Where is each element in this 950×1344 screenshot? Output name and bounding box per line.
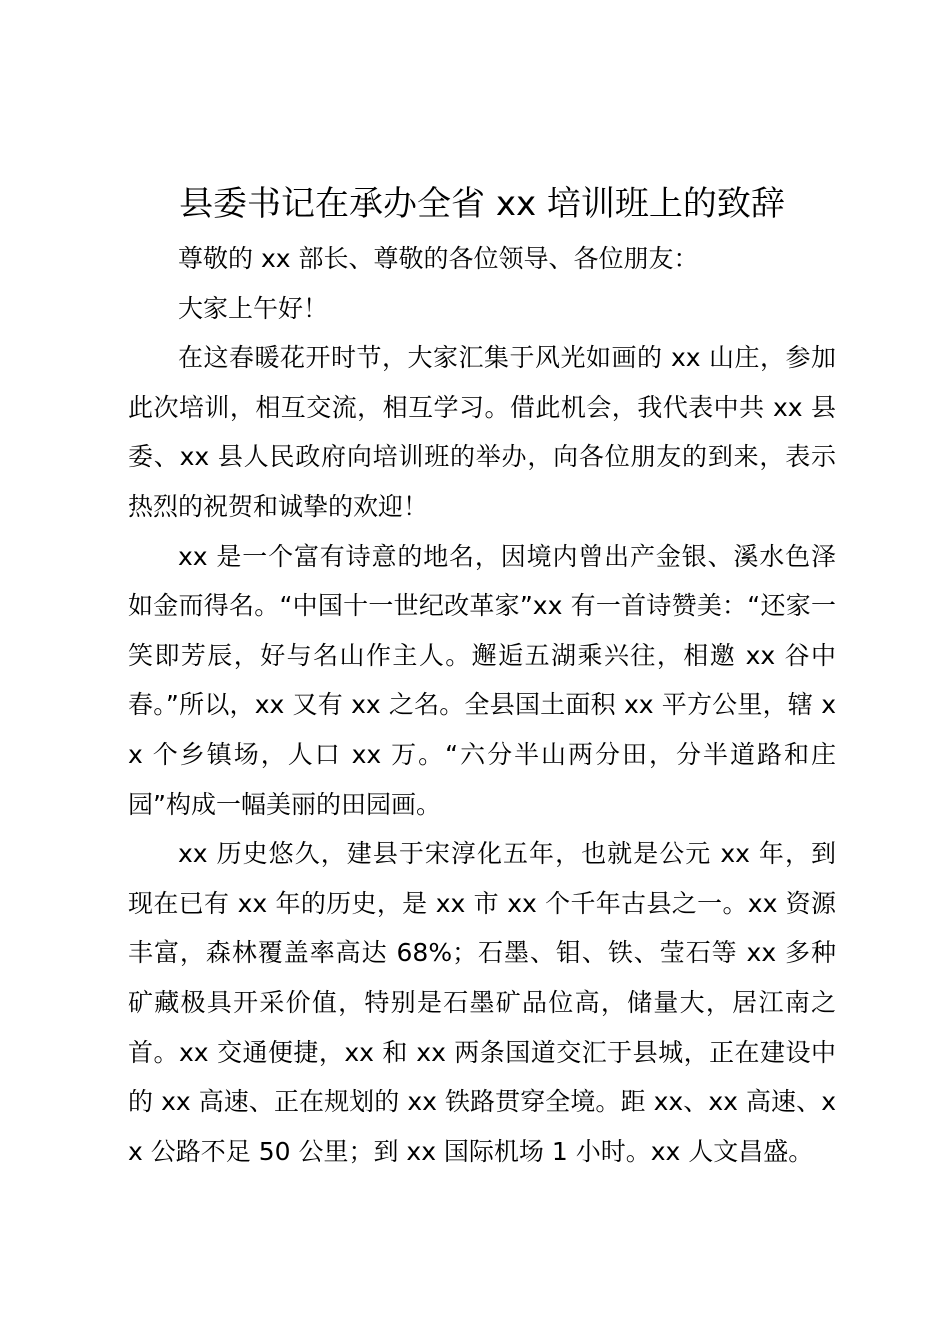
welcome-paragraph: 在这春暖花开时节，大家汇集于风光如画的 xx 山庄，参加此次培训，相互交流，相互学习。借此机会，我代表中共 xx 县委、xx 县人民政府向培训班的举办，向各位朋友的到来，表示热烈的祝贺和诚挚的欢迎！ <box>128 343 836 521</box>
document-title: 县委书记在承办全省 xx 培训班上的致辞 <box>179 184 785 224</box>
greeting-paragraph: 大家上午好！ <box>178 293 329 323</box>
document-page <box>128 178 836 1176</box>
place-name-paragraph: xx 是一个富有诗意的地名，因境内曾出产金银、溪水色泽如金而得名。“中国十一世纪改革家”xx 有一首诗赞美：“还家一笑即芳辰，好与名山作主人。邂逅五湖乘兴往，相邀 xx 谷中春。”所以，xx 又有 xx 之名。全县国土面积 xx 平方公里，辖 xx 个乡镇场，人口 xx 万。“六分半山两分田，分半道路和庄园”构成一幅美丽的田园画。 <box>128 541 836 819</box>
salutation-paragraph: 尊敬的 xx 部长、尊敬的各位领导、各位朋友： <box>178 244 699 273</box>
history-paragraph: xx 历史悠久，建县于宋淳化五年，也就是公元 xx 年，到现在已有 xx 年的历史，是 xx 市 xx 个千年古县之一。xx 资源丰富，森林覆盖率高达 68%；石墨、钼、铁、莹石等 xx 多种矿藏极具开采价值，特别是石墨矿品位高，储量大，居江南之首。xx 交通便捷，xx 和 xx 两条国道交汇于县城，正在建设中的 xx 高速、正在规划的 xx 铁路贯穿全境。距 xx、xx 高速、xx 公路不足 50 公里；到 xx 国际机场 1 小时。xx 人文昌盛。 <box>128 839 836 1166</box>
